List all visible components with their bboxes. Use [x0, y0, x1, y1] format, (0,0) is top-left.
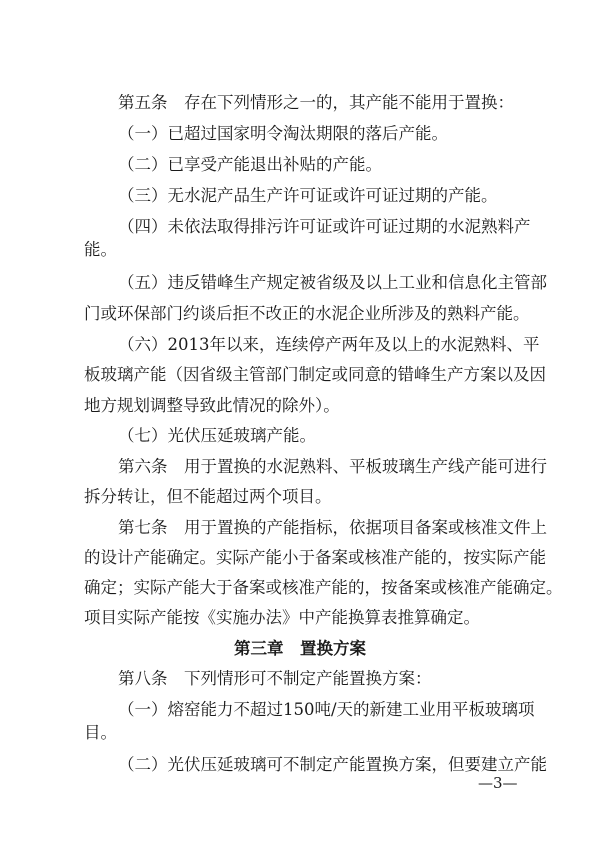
- article-7-line-1: 第七条 用于置换的产能指标，依据项目备案或核准文件上: [118, 518, 547, 537]
- article-5-item-5-line-2: 门或环保部门约谈后拒不改正的水泥企业所涉及的熟料产能。: [84, 304, 530, 323]
- article-5-item-3: （三）无水泥产品生产许可证或许可证过期的产能。: [118, 186, 498, 205]
- article-8-title: 第八条 下列情形可不制定产能置换方案：: [118, 669, 432, 688]
- article-8-item-1-line-1: （一）熔窑能力不超过150吨/天的新建工业用平板玻璃项: [118, 700, 535, 719]
- chapter-3-heading: 第三章 置换方案: [234, 639, 366, 658]
- page-number: —3—: [478, 774, 518, 792]
- article-8-item-1-line-2: 目。: [84, 723, 117, 742]
- article-7-line-2: 的设计产能确定。实际产能小于备案或核准产能的，按实际产能: [84, 548, 546, 567]
- article-5-item-2: （二）已享受产能退出补贴的产能。: [118, 155, 382, 174]
- article-5-item-7: （七）光伏压延玻璃产能。: [118, 426, 316, 445]
- article-5-item-6-line-3: 地方规划调整导致此情况的除外）。: [84, 396, 340, 415]
- article-5-item-5-line-1: （五）违反错峰生产规定被省级及以上工业和信息化主管部: [118, 273, 547, 292]
- article-5-item-4-line-1: （四）未依法取得排污许可证或许可证过期的水泥熟料产: [118, 217, 531, 236]
- article-5-item-6-line-2: 板玻璃产能（因省级主管部门制定或同意的错峰生产方案以及因: [84, 365, 546, 384]
- article-5-title: 第五条 存在下列情形之一的，其产能不能用于置换：: [118, 93, 514, 112]
- article-7-line-3: 确定；实际产能大于备案或核准产能的，按备案或核准产能确定。: [84, 578, 563, 597]
- article-7-line-4: 项目实际产能按《实施办法》中产能换算表推算确定。: [84, 608, 480, 627]
- article-6-line-1: 第六条 用于置换的水泥熟料、平板玻璃生产线产能可进行: [118, 457, 547, 476]
- article-8-item-2-line-1: （二）光伏压延玻璃可不制定产能置换方案，但要建立产能: [118, 755, 547, 774]
- article-6-line-2: 拆分转让，但不能超过两个项目。: [84, 487, 332, 506]
- article-5-item-4-line-2: 能。: [84, 240, 117, 259]
- article-5-item-6-line-1: （六）2013年以来，连续停产两年及以上的水泥熟料、平: [118, 335, 540, 354]
- article-5-item-1: （一）已超过国家明令淘汰期限的落后产能。: [118, 124, 448, 143]
